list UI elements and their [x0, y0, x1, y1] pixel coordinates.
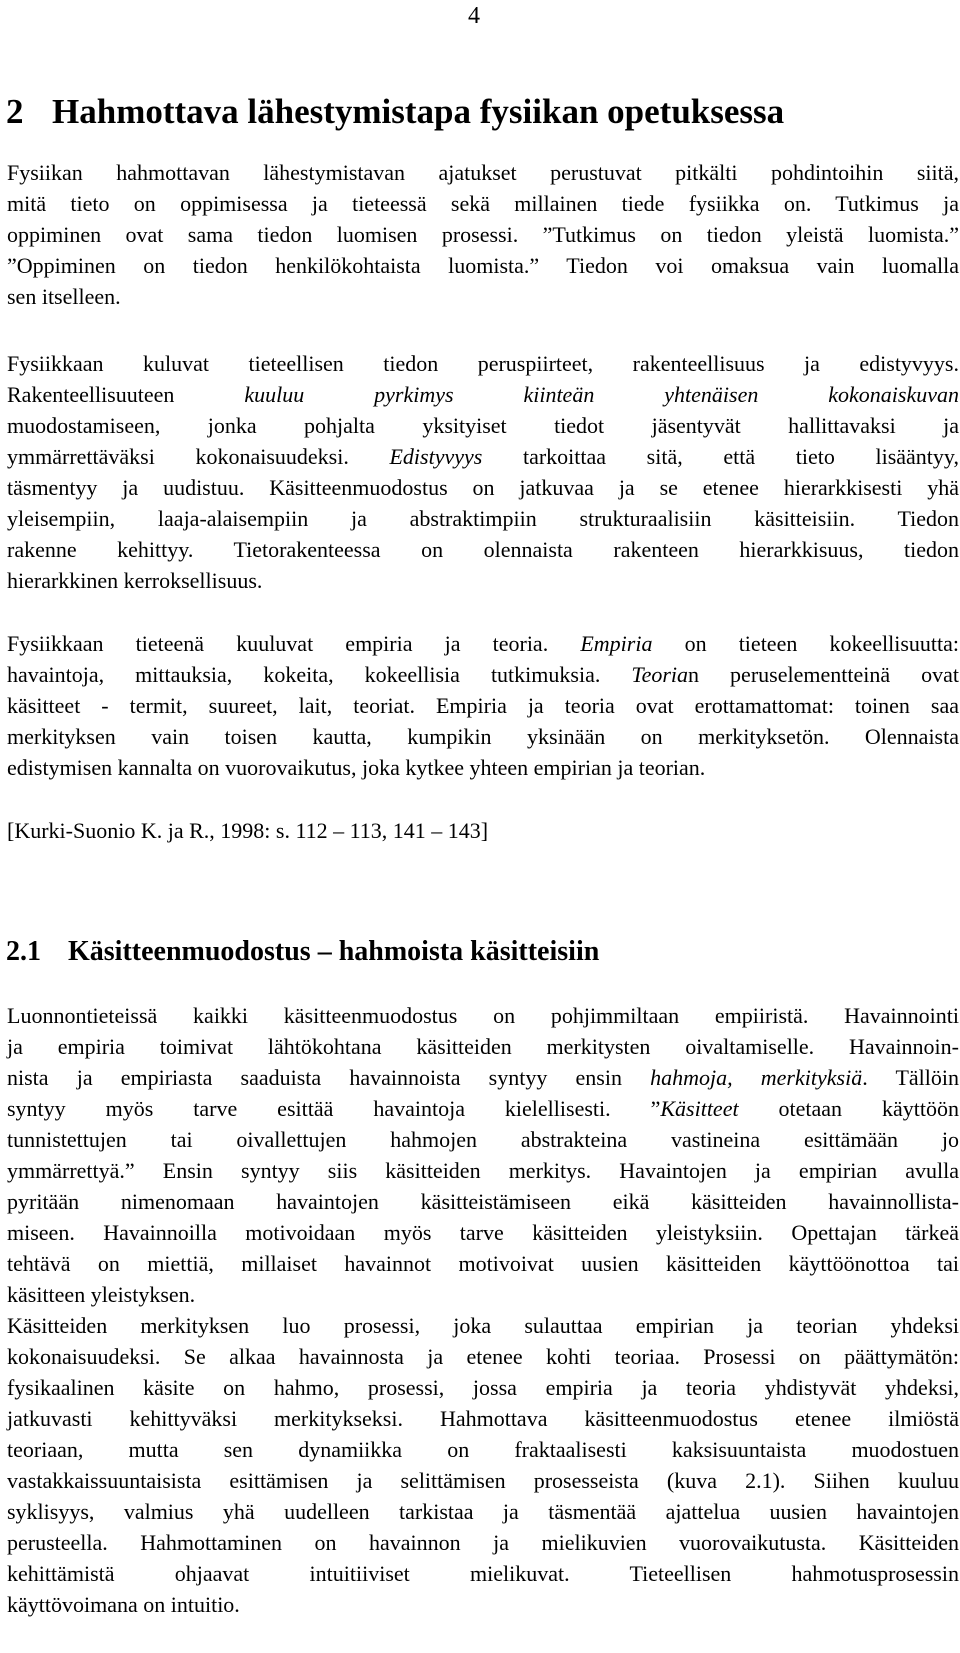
- paragraph: [7, 1310, 959, 1620]
- text-line: tehtävä on miettiä, millaiset havainnot motivoivat uusien käsitteiden käyttöönottoa tai: [7, 1251, 959, 1276]
- paragraph: [7, 1000, 959, 1310]
- subsection-number: 2.1: [6, 936, 41, 967]
- text-line: mitä tieto on oppimisessa ja tieteessä sekä millainen tiede fysiikka on. Tutkimus ja: [7, 191, 959, 216]
- section-number: 2: [6, 92, 24, 131]
- text-line: edistymisen kannalta on vuorovaikutus, joka kytkee yhteen empirian ja teorian.: [7, 755, 706, 780]
- text-line: Luonnontieteissä kaikki käsitteenmuodostus on pohjimmiltaan empiiristä. Havainnointi: [7, 1003, 959, 1028]
- text-line: Käsitteiden merkityksen luo prosessi, joka sulauttaa empirian ja teorian yhdeksi: [7, 1313, 959, 1338]
- subsection-title: Käsitteenmuodostus – hahmoista käsitteisiin: [68, 936, 600, 967]
- text-line: Rakenteellisuuteen kuuluu pyrkimys kiinteän yhtenäisen kokonaiskuvan: [7, 382, 959, 407]
- paragraph: [7, 348, 959, 596]
- text-line: [Kurki-Suonio K. ja R., 1998: s. 112 – 113, 141 – 143]: [7, 818, 489, 843]
- text-line: muodostamiseen, jonka pohjalta yksityiset tiedot jäsentyvät hallittavaksi ja: [7, 413, 959, 438]
- text-line: ymmärrettäväksi kokonaisuudeksi. Edistyvyys tarkoittaa sitä, että tieto lisääntyy,: [7, 444, 959, 469]
- text-line: Fysiikkaan kuluvat tieteellisen tiedon peruspiirteet, rakenteellisuus ja edistyvyys.: [7, 351, 959, 376]
- text-line: havaintoja, mittauksia, kokeita, kokeellisia tutkimuksia. Teorian peruselementteinä ovat: [7, 662, 959, 687]
- text-line: käsitteen yleistyksen.: [7, 1282, 196, 1307]
- section-title: Hahmottava lähestymistapa fysiikan opetuksessa: [52, 92, 785, 131]
- text-line: pyritään nimenomaan havaintojen käsitteistämiseen eikä käsitteiden havainnollista-: [7, 1189, 959, 1214]
- text-line: jatkuvasti kehittyväksi merkitykseksi. Hahmottava käsitteenmuodostus etenee ilmiöstä: [7, 1406, 959, 1431]
- text-line: nista ja empiriasta saaduista havainnoista syntyy ensin hahmoja, merkityksiä. Tällöin: [7, 1065, 960, 1090]
- page-number: 4: [468, 3, 480, 29]
- text-line: miseen. Havainnoilla motivoidaan myös tarve käsitteiden yleistyksiin. Opettajan tärkeä: [7, 1220, 959, 1245]
- emphasis: Teoria: [631, 662, 689, 687]
- text-line: oppiminen ovat sama tiedon luomisen prosessi. ”Tutkimus on tiedon yleistä luomista.”: [7, 222, 959, 247]
- text-line: teoriaan, mutta sen dynamiikka on fraktaalisesti kaksisuuntaista muodostuen: [7, 1437, 959, 1462]
- text-line: ymmärrettyä.” Ensin syntyy siis käsitteiden merkitys. Havaintojen ja empirian avulla: [7, 1158, 959, 1183]
- emphasis: kuuluu pyrkimys kiinteän yhtenäisen kokonaiskuvan: [174, 382, 959, 407]
- paragraph: [7, 157, 959, 312]
- text-line: perusteella. Hahmottaminen on havainnon ja mielikuvien vuorovaikutusta. Käsitteiden: [7, 1530, 959, 1555]
- text-line: käyttövoimana on intuitio.: [7, 1592, 240, 1617]
- text-line: kehittämistä ohjaavat intuitiiviset mielikuvat. Tieteellisen hahmotusprosessin: [7, 1561, 959, 1586]
- section-heading: [6, 90, 784, 134]
- emphasis: Käsitteet: [660, 1096, 739, 1121]
- text-line: täsmentyy ja uudistuu. Käsitteenmuodostus on jatkuvaa ja se etenee hierarkkisesti yhä: [7, 475, 959, 500]
- text-line: tunnistettujen tai oivallettujen hahmojen abstrakteina vastineina esittämään jo: [7, 1127, 959, 1152]
- text-line: ”Oppiminen on tiedon henkilökohtaista luomista.” Tiedon voi omaksua vain luomalla: [7, 253, 959, 278]
- text-line: Fysiikan hahmottavan lähestymistavan ajatukset perustuvat pitkälti pohdintoihin siitä,: [7, 160, 959, 185]
- text-line: fysikaalinen käsite on hahmo, prosessi, jossa empiria ja teoria yhdistyvät yhdeksi,: [7, 1375, 959, 1400]
- text-line: Fysiikkaan tieteenä kuuluvat empiria ja teoria. Empiria on tieteen kokeellisuutta:: [7, 631, 959, 656]
- text-line: vastakkaissuuntaisista esittämisen ja selittämisen prosesseista (kuva 2.1). Siihen kuuluu: [7, 1468, 959, 1493]
- emphasis: Edistyvyys: [389, 444, 483, 469]
- text-line: syklisyys, valmius yhä uudelleen tarkistaa ja täsmentää ajattelua uusien havaintojen: [7, 1499, 959, 1524]
- subsection-heading: [6, 935, 599, 969]
- paragraph: [7, 628, 959, 783]
- emphasis: hahmoja, merkityksiä: [650, 1065, 863, 1090]
- text-line: käsitteet - termit, suureet, lait, teoriat. Empiria ja teoria ovat erottamattomat: toinen saa: [7, 693, 959, 718]
- reference-citation: [7, 815, 959, 846]
- text-line: kokonaisuudeksi. Se alkaa havainnosta ja etenee kohti teoriaa. Prosessi on päättymätön:: [7, 1344, 959, 1369]
- text-line: sen itselleen.: [7, 284, 121, 309]
- text-line: hierarkkinen kerroksellisuus.: [7, 568, 263, 593]
- text-line: syntyy myös tarve esittää havaintoja kielellisesti. ”Käsitteet otetaan käyttöön: [7, 1096, 959, 1121]
- text-line: yleisempiin, laaja-alaisempiin ja abstraktimpiin strukturaalisiin käsitteisiin. Tiedon: [7, 506, 959, 531]
- emphasis: Empiria: [580, 631, 653, 656]
- text-line: ja empiria toimivat lähtökohtana käsitteiden merkitysten oivaltamiselle. Havainnoin-: [7, 1034, 959, 1059]
- text-line: rakenne kehittyy. Tietorakenteessa on olennaista rakenteen hierarkkisuus, tiedon: [7, 537, 959, 562]
- text-line: merkityksen vain toisen kautta, kumpikin yksinään on merkityksetön. Olennaista: [7, 724, 959, 749]
